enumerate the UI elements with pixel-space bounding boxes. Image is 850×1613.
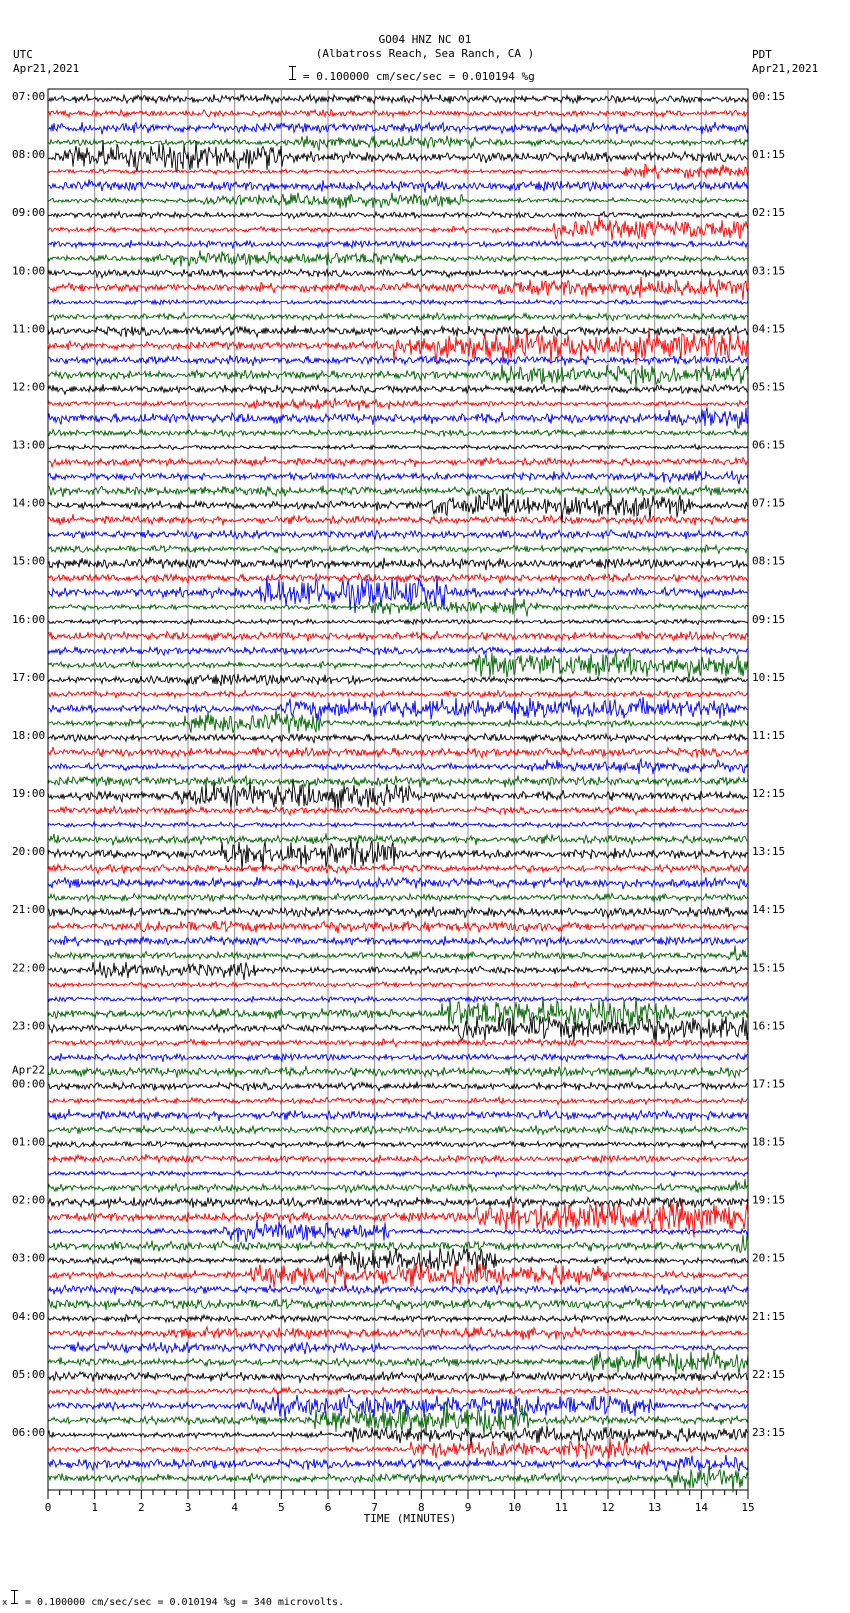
- trace-12: [48, 269, 748, 278]
- trace-31: [48, 545, 748, 553]
- trace-24: [48, 444, 748, 450]
- left-time-label: 06:00: [12, 1425, 46, 1439]
- x-tick-label: 0: [44, 1501, 52, 1514]
- footer-scale-bar-icon: [11, 1590, 19, 1604]
- trace-78: [48, 1220, 748, 1242]
- trace-19: [48, 365, 748, 387]
- footer-mark: x: [2, 1598, 8, 1608]
- right-time-label: 02:15: [752, 206, 786, 220]
- trace-49: [48, 806, 748, 815]
- left-time-label: 16:00: [12, 612, 46, 626]
- trace-66: [48, 1053, 748, 1062]
- trace-25: [48, 456, 748, 467]
- x-tick-label: 8: [418, 1501, 425, 1514]
- x-tick-label: 15: [741, 1501, 755, 1514]
- x-tick-label: 9: [464, 1501, 472, 1514]
- left-time-label: 21:00: [12, 903, 46, 917]
- right-date: Apr21,2021: [752, 62, 819, 75]
- left-time-label: 03:00: [12, 1251, 46, 1265]
- x-tick-label: 3: [184, 1501, 192, 1514]
- trace-22: [48, 408, 748, 429]
- trace-74: [48, 1171, 748, 1177]
- left-time-label: 05:00: [12, 1367, 46, 1381]
- right-time-label: 21:15: [752, 1309, 786, 1323]
- left-date: Apr21,2021: [13, 62, 80, 75]
- right-time-label: 14:15: [752, 903, 786, 917]
- right-time-label: 16:15: [752, 1019, 786, 1033]
- trace-30: [48, 529, 748, 539]
- left-time-label: 19:00: [12, 787, 46, 800]
- left-time-label: 01:00: [12, 1135, 46, 1149]
- x-tick-label: 10: [508, 1501, 522, 1514]
- trace-51: [48, 833, 748, 845]
- plot-frame: [48, 89, 748, 1490]
- trace-38: [48, 646, 748, 655]
- right-time-label: 06:15: [752, 438, 786, 452]
- trace-9: [48, 215, 748, 240]
- trace-42: [48, 697, 748, 721]
- left-time-label: 00:00: [12, 1077, 46, 1091]
- footer-scale-note: = 0.100000 cm/sec/sec = 0.010194 %g = 340 microvolts.: [25, 1597, 345, 1608]
- trace-7: [48, 193, 748, 209]
- trace-10: [48, 240, 748, 249]
- trace-59: [48, 945, 748, 960]
- left-time-label: 20:00: [12, 845, 46, 859]
- trace-0: [48, 94, 748, 104]
- left-time-label: 10:00: [12, 264, 46, 278]
- trace-88: [48, 1372, 748, 1383]
- trace-48: [48, 781, 748, 811]
- x-tick-label: 12: [601, 1501, 615, 1514]
- trace-36: [48, 619, 748, 625]
- trace-5: [48, 164, 748, 179]
- left-time-label: 11:00: [12, 322, 46, 336]
- trace-21: [48, 398, 748, 411]
- station-title: GO04 HNZ NC 01: [378, 33, 472, 46]
- trace-75: [48, 1179, 748, 1193]
- trace-6: [48, 179, 748, 192]
- trace-27: [48, 486, 748, 497]
- trace-93: [48, 1437, 748, 1459]
- left-time-label: 12:00: [12, 380, 46, 394]
- left-time-label: 22:00: [12, 961, 46, 975]
- trace-26: [48, 470, 748, 484]
- x-tick-label: 14: [694, 1501, 708, 1514]
- right-time-label: 08:15: [752, 554, 786, 568]
- trace-61: [48, 981, 748, 988]
- left-time-label: 08:00: [12, 148, 46, 162]
- trace-52: [48, 839, 748, 871]
- trace-60: [48, 962, 748, 980]
- trace-40: [48, 674, 748, 686]
- trace-85: [48, 1327, 748, 1340]
- trace-11: [48, 250, 748, 266]
- trace-18: [48, 355, 748, 366]
- trace-8: [48, 212, 748, 219]
- trace-69: [48, 1097, 748, 1105]
- trace-23: [48, 429, 748, 437]
- right-time-label: 18:15: [752, 1135, 786, 1149]
- trace-62: [48, 996, 748, 1002]
- right-time-label: 15:15: [752, 961, 786, 975]
- trace-86: [48, 1342, 748, 1354]
- right-time-label: 12:15: [752, 787, 786, 800]
- date-change-label: Apr22: [12, 1063, 46, 1077]
- trace-82: [48, 1285, 748, 1295]
- left-time-label: 18:00: [12, 728, 46, 742]
- right-time-label: 13:15: [752, 845, 786, 859]
- trace-55: [48, 893, 748, 901]
- right-time-label: 04:15: [752, 322, 786, 336]
- trace-65: [48, 1038, 748, 1047]
- trace-70: [48, 1109, 748, 1121]
- trace-81: [48, 1262, 748, 1291]
- trace-39: [48, 651, 748, 679]
- left-time-label: 02:00: [12, 1193, 46, 1207]
- right-time-label: 10:15: [752, 670, 786, 684]
- trace-72: [48, 1141, 748, 1148]
- trace-35: [48, 598, 748, 616]
- trace-3: [48, 136, 748, 151]
- x-tick-label: 1: [91, 1501, 98, 1514]
- trace-1: [48, 110, 748, 118]
- trace-53: [48, 864, 748, 874]
- trace-90: [48, 1393, 748, 1418]
- trace-56: [48, 907, 748, 918]
- x-tick-label: 2: [138, 1501, 145, 1514]
- right-time-label: 19:15: [752, 1193, 786, 1207]
- trace-57: [48, 921, 748, 933]
- trace-91: [48, 1402, 748, 1436]
- trace-37: [48, 631, 748, 642]
- trace-32: [48, 557, 748, 570]
- trace-45: [48, 747, 748, 758]
- trace-2: [48, 122, 748, 134]
- trace-15: [48, 313, 748, 321]
- right-time-label: 20:15: [752, 1251, 786, 1265]
- trace-83: [48, 1299, 748, 1310]
- left-time-label: 23:00: [12, 1019, 46, 1033]
- trace-79: [48, 1234, 748, 1252]
- trace-54: [48, 877, 748, 889]
- left-time-label: 17:00: [12, 670, 46, 684]
- left-time-label: 13:00: [12, 438, 46, 452]
- trace-50: [48, 822, 748, 829]
- trace-4: [48, 140, 748, 172]
- right-time-label: 07:15: [752, 496, 786, 510]
- trace-73: [48, 1154, 748, 1164]
- right-timezone: PDT: [752, 48, 772, 61]
- trace-46: [48, 759, 748, 774]
- trace-68: [48, 1082, 748, 1091]
- trace-41: [48, 691, 748, 699]
- trace-47: [48, 776, 748, 788]
- trace-76: [48, 1197, 748, 1208]
- x-axis-label: TIME (MINUTES): [363, 1512, 457, 1525]
- trace-14: [48, 300, 748, 306]
- x-tick-label: 5: [278, 1501, 285, 1514]
- left-timezone: UTC: [13, 48, 33, 61]
- left-time-label: 14:00: [12, 496, 46, 510]
- left-time-label: 07:00: [12, 90, 46, 103]
- right-time-label: 05:15: [752, 380, 786, 394]
- trace-16: [48, 325, 748, 337]
- right-time-label: 01:15: [752, 148, 786, 162]
- scale-text: = 0.100000 cm/sec/sec = 0.010194 %g: [303, 70, 535, 83]
- x-tick-label: 4: [231, 1501, 238, 1514]
- right-time-label: 09:15: [752, 612, 786, 626]
- trace-84: [48, 1314, 748, 1323]
- right-time-label: 03:15: [752, 264, 786, 278]
- trace-20: [48, 384, 748, 394]
- x-tick-label: 13: [648, 1501, 662, 1514]
- x-tick-label: 6: [324, 1501, 332, 1514]
- trace-89: [48, 1387, 748, 1395]
- right-time-label: 22:15: [752, 1367, 786, 1381]
- trace-29: [48, 514, 748, 525]
- trace-87: [48, 1347, 748, 1374]
- right-time-label: 23:15: [752, 1425, 786, 1439]
- left-time-label: 15:00: [12, 554, 46, 568]
- trace-43: [48, 709, 748, 733]
- station-location: (Albatross Reach, Sea Ranch, CA ): [315, 47, 535, 60]
- trace-94: [48, 1455, 748, 1472]
- right-time-label: 17:15: [752, 1077, 786, 1091]
- trace-33: [48, 573, 748, 583]
- trace-71: [48, 1125, 748, 1134]
- trace-95: [48, 1466, 748, 1492]
- trace-58: [48, 936, 748, 947]
- right-time-label: 00:15: [752, 90, 786, 103]
- x-tick-label: 11: [554, 1501, 568, 1514]
- left-time-label: 04:00: [12, 1309, 46, 1323]
- trace-44: [48, 734, 748, 743]
- trace-64: [48, 1016, 748, 1043]
- trace-67: [48, 1066, 748, 1078]
- right-time-label: 11:15: [752, 728, 786, 742]
- left-time-label: 09:00: [12, 206, 46, 220]
- trace-92: [48, 1426, 748, 1446]
- x-tick-label: 7: [371, 1501, 378, 1514]
- trace-13: [48, 277, 748, 300]
